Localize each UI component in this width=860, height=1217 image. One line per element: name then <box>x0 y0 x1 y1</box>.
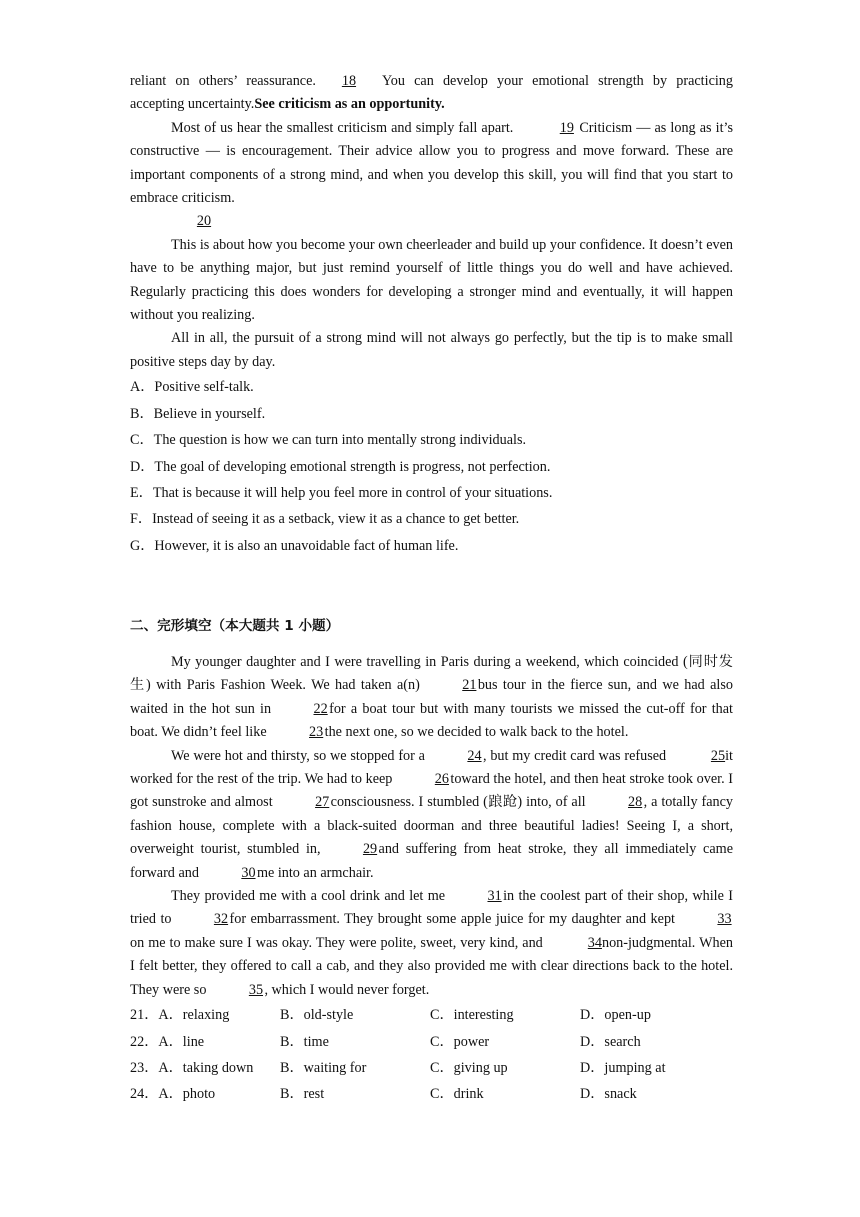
text: the next one, so we decided to walk back to the hotel. <box>324 724 629 741</box>
blank-23[interactable]: 23 <box>309 724 324 741</box>
blank-22[interactable]: 22 <box>313 700 328 717</box>
reading-passage <box>130 70 733 559</box>
blank-32[interactable]: 32 <box>213 911 229 928</box>
option-f[interactable]: F．Instead of seeing it as a setback, view it as a chance to get better. <box>130 511 520 528</box>
text: on me to make sure I was okay. They were polite, sweet, very kind, and <box>130 934 543 951</box>
question-21 <box>130 1002 733 1028</box>
text: Most of us hear the smallest criticism and simply fall apart. <box>171 119 514 136</box>
text: They provided me with a cool drink and let me <box>171 888 446 905</box>
text: it worked for the rest of the trip. We had to keep <box>130 747 733 788</box>
text: toward the hotel, and then heat stroke took over. I got sunstroke and almost <box>130 771 733 811</box>
choice-24-c[interactable]: C．drink <box>430 1086 484 1103</box>
paragraph-conclusion: All in all, the pursuit of a strong mind will not always go perfectly, but the tip is to make small positive steps day by day. <box>130 330 733 370</box>
blank-21[interactable]: 21 <box>462 677 477 694</box>
text: , a totally fancy fashion house, complete with a black-suited doorman and three beautiful ladies! Seeing I, a short, overweight tourist, stumbled in, <box>130 794 734 858</box>
option-e[interactable]: E．That is because it will help you feel more in control of your situations. <box>130 484 553 501</box>
option-g[interactable]: G．However, it is also an unavoidable fact of human life. <box>130 537 459 554</box>
choice-24-a[interactable]: 24．A．photo <box>130 1086 216 1103</box>
text: We were hot and thirsty, so we stopped for a <box>171 747 425 764</box>
blank-26[interactable]: 26 <box>434 771 449 788</box>
choice-24-d[interactable]: D．snack <box>580 1086 637 1103</box>
blank-24[interactable]: 24 <box>467 747 482 764</box>
blank-29[interactable]: 29 <box>362 841 378 858</box>
options-list <box>130 374 733 559</box>
text: Criticism — as long as it’s constructive — is encouragement. Their advice allow you to progress and move forward. These are important components of a strong mind, and when you develop this skill, you will find that you start to embrace criticism. <box>130 119 733 207</box>
blank-33[interactable]: 33 <box>717 911 732 928</box>
heading-blank-line <box>130 210 733 233</box>
text: , which I would never forget. <box>264 981 430 998</box>
option-a[interactable]: A．Positive self-talk. <box>130 379 254 396</box>
choice-22-d[interactable]: D．search <box>580 1033 641 1050</box>
cloze-paragraph-1 <box>130 651 733 745</box>
question-22 <box>130 1029 733 1055</box>
option-d[interactable]: D．The goal of developing emotional strength is progress, not perfection. <box>130 458 551 475</box>
paragraph-cheerleader: This is about how you become your own cheerleader and build up your confidence. It doesn’t even have to be anything major, but just remind yourself of little things you do well and have achieved. Regularly practicing this does wonders for developing a stronger mind and eventually, it will happen without you realizing. <box>130 236 733 324</box>
choice-23-c[interactable]: C．giving up <box>430 1059 508 1076</box>
choice-23-a[interactable]: 23．A．taking down <box>130 1059 254 1076</box>
cloze-paragraph-3 <box>130 885 733 1002</box>
text: for embarrassment. They brought some apple juice for my daughter and kept <box>229 911 675 928</box>
text: in the coolest part of their shop, while I tried to <box>130 888 733 928</box>
text: for a boat tour but with many tourists we missed the cut-off for that boat. We didn’t feel like <box>130 700 733 741</box>
section-title: 二、完形填空（本大题共 1 小题） <box>130 618 340 634</box>
cloze-section <box>130 615 733 1108</box>
blank-28[interactable]: 28 <box>628 794 643 811</box>
question-24 <box>130 1081 733 1107</box>
blank-25[interactable]: 25 <box>710 747 726 764</box>
choice-23-b[interactable]: B．waiting for <box>280 1059 367 1076</box>
subheading-criticism: See criticism as an opportunity. <box>254 96 445 113</box>
blank-27[interactable]: 27 <box>315 794 330 811</box>
choice-22-b[interactable]: B．time <box>280 1033 329 1050</box>
text: My younger daughter and I were travelling in Paris during a weekend, which coincided (同时发生) with Paris Fashion Week. We had taken a(n) <box>130 654 733 694</box>
paragraph-criticism <box>130 117 733 211</box>
choice-21-d[interactable]: D．open-up <box>580 1007 651 1024</box>
blank-19[interactable]: 19 <box>559 119 574 136</box>
choice-21-a[interactable]: 21．A．relaxing <box>130 1007 230 1024</box>
choice-22-c[interactable]: C．power <box>430 1033 490 1050</box>
cloze-paragraph-2 <box>130 745 733 885</box>
blank-34[interactable]: 34 <box>587 934 602 951</box>
paragraph-continuation <box>130 70 733 117</box>
choice-24-b[interactable]: B．rest <box>280 1086 325 1103</box>
text: bus tour in the fierce sun, and we had also waited in the hot sun in <box>130 677 733 717</box>
text: non-judgmental. When I felt better, they offered to call a cab, and they also provided me with clear directions back to the hotel. They were so <box>130 934 733 998</box>
blank-35[interactable]: 35 <box>248 981 264 998</box>
blank-31[interactable]: 31 <box>487 888 502 905</box>
choice-23-d[interactable]: D．jumping at <box>580 1059 666 1076</box>
option-c[interactable]: C．The question is how we can turn into mentally strong individuals. <box>130 432 527 449</box>
cloze-passage <box>130 651 733 1002</box>
text: consciousness. I stumbled (踉跄) into, of all <box>330 794 586 811</box>
choice-21-c[interactable]: C．interesting <box>430 1007 514 1024</box>
text: me into an armchair. <box>256 864 374 881</box>
question-choices <box>130 1002 733 1108</box>
text: and suffering from heat stroke, they all immediately came forward and <box>130 841 733 881</box>
text: You can develop your emotional strength by practicing accepting uncertainty. <box>130 73 733 113</box>
blank-18[interactable]: 18 <box>341 73 357 89</box>
text: , but my credit card was refused <box>482 747 667 764</box>
choice-22-a[interactable]: 22．A．line <box>130 1033 205 1050</box>
option-b[interactable]: B．Believe in yourself. <box>130 405 266 422</box>
choice-21-b[interactable]: B．old-style <box>280 1007 354 1024</box>
blank-30[interactable]: 30 <box>241 864 256 881</box>
text: reliant on others’ reassurance. <box>130 73 316 89</box>
question-23 <box>130 1055 733 1081</box>
blank-20[interactable]: 20 <box>196 213 212 230</box>
